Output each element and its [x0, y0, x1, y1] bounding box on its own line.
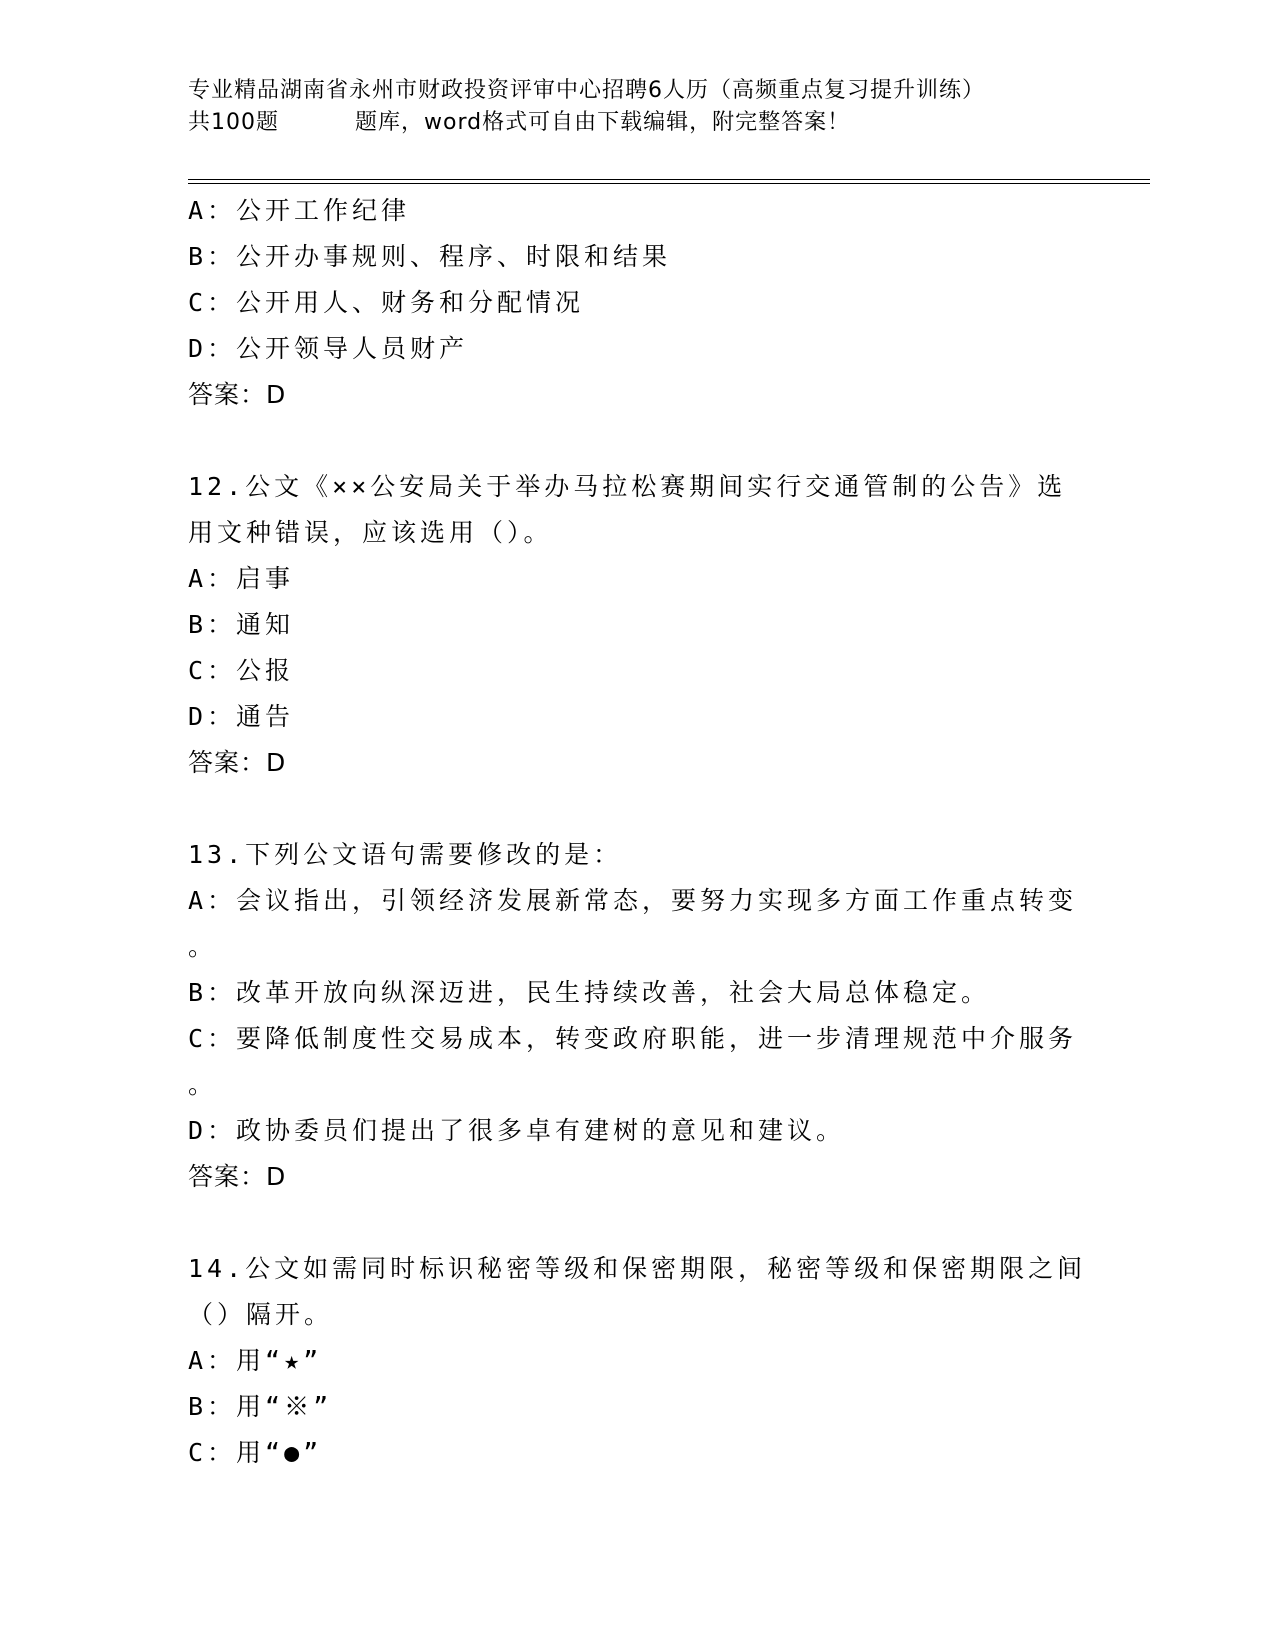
- option-a: A：会议指出，引领经济发展新常态，要努力实现多方面工作重点转变: [188, 886, 1078, 915]
- question-stem-continued: （）隔开。: [188, 1300, 334, 1329]
- option-d: D：公开领导人员财产: [188, 334, 469, 363]
- header-divider-top: [188, 179, 1150, 180]
- option-a: A：用“★”: [188, 1346, 323, 1375]
- header-title-line-2: [188, 107, 1088, 139]
- option-c: C：要降低制度性交易成本，转变政府职能，进一步清理规范中介服务: [188, 1024, 1078, 1053]
- answer: 答案：D: [188, 748, 287, 777]
- answer: 答案：D: [188, 1162, 287, 1191]
- option-b: B：通知: [188, 610, 295, 639]
- option-b: B：公开办事规则、程序、时限和结果: [188, 242, 672, 271]
- option-c-continued: 。: [188, 1070, 218, 1099]
- question-stem: 14.公文如需同时标识秘密等级和保密期限，秘密等级和保密期限之间: [188, 1254, 1087, 1283]
- question-14: [188, 1246, 1088, 1476]
- header-divider-bottom: [188, 183, 1150, 184]
- option-a-continued: 。: [188, 932, 218, 961]
- question-13: [188, 832, 1088, 1200]
- option-c: C：公报: [188, 656, 295, 685]
- answer: 答案：D: [188, 380, 287, 409]
- option-b: B：用“※”: [188, 1392, 333, 1421]
- option-d: D：通告: [188, 702, 295, 731]
- question-11: [188, 188, 1088, 418]
- question-stem: 12.公文《××公安局关于举办马拉松赛期间实行交通管制的公告》选: [188, 472, 1067, 501]
- option-b: B：改革开放向纵深迈进，民生持续改善，社会大局总体稳定。: [188, 978, 991, 1007]
- header-title-line-1: 专业精品湖南省永州市财政投资评审中心招聘6人历（高频重点复习提升训练）: [188, 78, 985, 103]
- option-a: A：公开工作纪律: [188, 196, 411, 225]
- page-header: [188, 75, 1088, 139]
- question-content: [188, 188, 1088, 1476]
- option-c: C：用“●”: [188, 1438, 323, 1467]
- option-d: D：政协委员们提出了很多卓有建树的意见和建议。: [188, 1116, 846, 1145]
- option-c: C：公开用人、财务和分配情况: [188, 288, 585, 317]
- header-question-count: 共100题: [188, 110, 279, 135]
- question-stem: 13.下列公文语句需要修改的是：: [188, 840, 623, 869]
- header-description: 题库，word格式可自由下载编辑，附完整答案！: [355, 110, 851, 135]
- question-12: [188, 464, 1088, 786]
- question-stem-continued: 用文种错误，应该选用（）。: [188, 518, 553, 547]
- option-a: A：启事: [188, 564, 295, 593]
